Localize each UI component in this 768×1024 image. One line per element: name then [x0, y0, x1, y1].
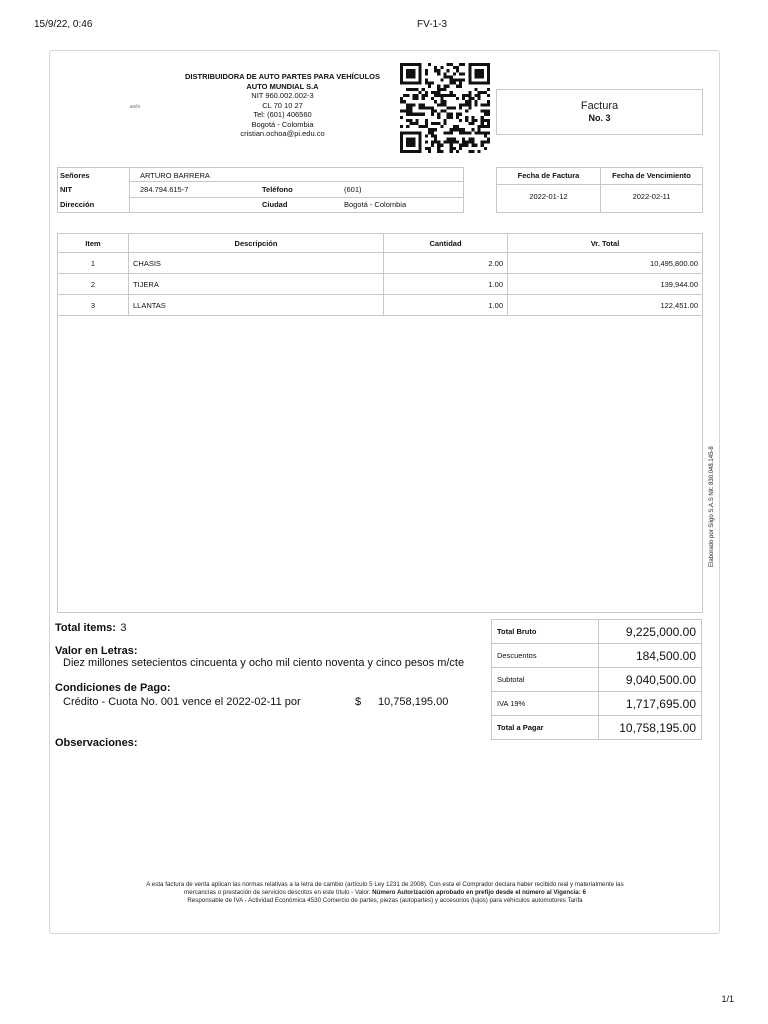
header-total: Vr. Total: [508, 234, 703, 253]
header-quantity: Cantidad: [384, 234, 508, 253]
company-name-line2: AUTO MUNDIAL S.A: [246, 81, 319, 91]
company-logo-text: aolio: [129, 104, 141, 110]
client-info-box: [57, 167, 464, 213]
total-items: [55, 618, 127, 636]
table-row: [58, 253, 703, 274]
totals-row: [492, 716, 702, 740]
payment-amount: 10,758,195.00: [378, 696, 449, 708]
row-item: 1: [58, 253, 129, 274]
invoice-title: Factura: [580, 100, 619, 112]
legal-notice: [60, 881, 710, 905]
row-quantity: 1.00: [384, 295, 508, 316]
row-description: CHASIS: [129, 253, 384, 274]
generator-credit: Elaborado por Siigo S.A.S Nit: 830.048.145-8: [709, 446, 715, 567]
legal-line-2b: Número Autorización aprobado en prefijo desde el número al Vigencia: 6: [372, 889, 586, 896]
row-description: TIJERA: [129, 274, 384, 295]
company-address: CL 70 10 27: [262, 100, 303, 110]
client-name-value: ARTURO BARRERA: [140, 171, 210, 180]
grand-total-label: Total a Pagar: [492, 716, 599, 740]
payment-terms-label: Condiciones de Pago:: [55, 682, 171, 694]
row-quantity: 2.00: [384, 253, 508, 274]
header-item: Item: [58, 234, 129, 253]
invoice-dates-box: [496, 167, 703, 213]
gross-total-value: 9,225,000.00: [599, 620, 702, 644]
company-name-line1: DISTRIBUIDORA DE AUTO PARTES PARA VEHÍCULOS: [184, 72, 380, 81]
totals-row: [492, 620, 702, 644]
company-phone: Tel: (601) 406560: [253, 110, 312, 119]
company-logo: [123, 101, 147, 113]
total-items-label: Total items:: [55, 622, 116, 634]
subtotal-value: 9,040,500.00: [599, 668, 702, 692]
table-row: [58, 274, 703, 295]
page-number: 1/1: [721, 994, 734, 1004]
client-name-label: Señores: [60, 171, 90, 180]
tax-value: 1,717,695.00: [599, 692, 702, 716]
grand-total-value: 10,758,195.00: [599, 716, 702, 740]
print-doc-title: FV-1-3: [417, 19, 448, 30]
notes-label: Observaciones:: [55, 737, 138, 749]
client-city-value: Bogotá - Colombia: [344, 200, 407, 209]
qr-code: [400, 62, 490, 154]
due-date-label: Fecha de Vencimiento: [612, 171, 691, 180]
totals-row: [492, 692, 702, 716]
client-phone-label: Teléfono: [262, 185, 293, 194]
amount-letters-label: Valor en Letras:: [55, 645, 138, 657]
payment-currency: $: [355, 696, 362, 708]
totals-table: [491, 619, 702, 740]
company-city: Bogotá - Colombia: [251, 119, 314, 129]
subtotal-label: Subtotal: [492, 668, 599, 692]
items-header-row: [58, 234, 703, 253]
client-nit-value: 284.794.615-7: [140, 185, 189, 194]
invoice-number: No. 3: [588, 113, 611, 123]
header-description: Descripción: [129, 234, 384, 253]
row-total: 139,944.00: [508, 274, 703, 295]
client-city-label: Ciudad: [262, 200, 288, 209]
discounts-label: Descuentos: [492, 644, 599, 668]
gross-total-label: Total Bruto: [492, 620, 599, 644]
tax-label: IVA 19%: [492, 692, 599, 716]
client-address-label: Dirección: [60, 200, 95, 209]
company-info: [160, 72, 405, 139]
totals-row: [492, 668, 702, 692]
legal-line-3: Responsable de IVA - Actividad Económica 4530 Comercio de partes, piezas (autopartes) y accesorios (lujos) para vehículos automotores Tarifa: [187, 897, 583, 904]
company-email: cristian.ochoa@pi.edu.co: [240, 129, 325, 138]
issue-date-label: Fecha de Factura: [517, 171, 580, 180]
client-nit-label: NIT: [60, 185, 73, 194]
legal-line-2a: mercancías o prestación de servicios descritos en este título - Valor.: [184, 889, 371, 896]
discounts-value: 184,500.00: [599, 644, 702, 668]
totals-row: [492, 644, 702, 668]
total-items-value: 3: [120, 622, 127, 634]
row-item: 3: [58, 295, 129, 316]
client-phone-value: (601): [344, 185, 362, 194]
amount-letters-value: Diez millones setecientos cincuenta y ocho mil ciento noventa y cinco pesos m/cte: [63, 657, 465, 669]
company-nit: NIT 960.002.002-3: [251, 91, 314, 100]
print-timestamp: 15/9/22, 0:46: [34, 19, 93, 30]
items-table: [57, 233, 703, 316]
invoice-number-box: [496, 89, 703, 135]
due-date-value: 2022-02-11: [632, 192, 671, 201]
row-total: 122,451.00: [508, 295, 703, 316]
payment-terms-value: Crédito - Cuota No. 001 vence el 2022-02-11 por: [63, 696, 301, 708]
issue-date-value: 2022-01-12: [529, 192, 568, 201]
row-quantity: 1.00: [384, 274, 508, 295]
legal-line-1: A esta factura de venta aplican las normas relativas a la letra de cambio (artículo 5 Ley 1231 de 2008). Con esta el Comprador declara haber recibido real y materialmente las: [146, 881, 624, 888]
table-row: [58, 295, 703, 316]
row-total: 10,495,800.00: [508, 253, 703, 274]
row-item: 2: [58, 274, 129, 295]
row-description: LLANTAS: [129, 295, 384, 316]
